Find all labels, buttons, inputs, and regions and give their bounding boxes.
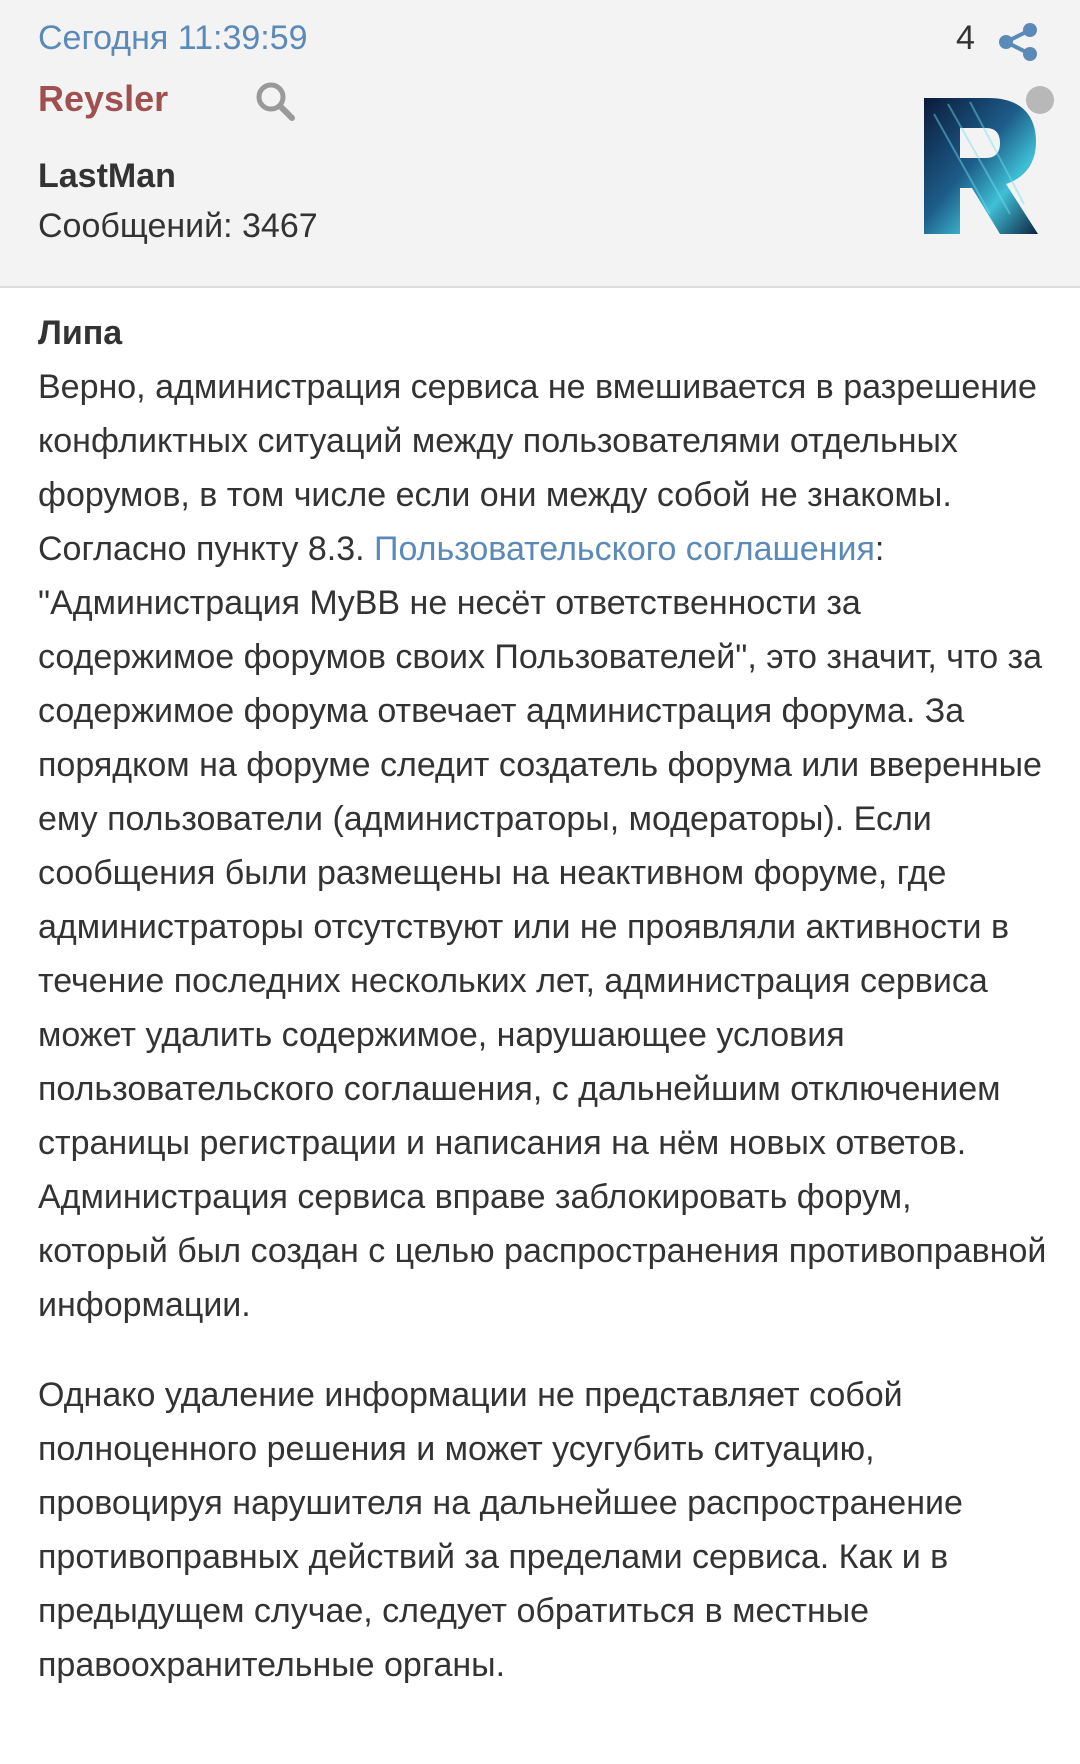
post-time-link[interactable]: Сегодня 11:39:59	[38, 19, 308, 57]
avatar[interactable]	[920, 94, 1042, 236]
agreement-prefix: Согласно пункту 8.3.	[38, 530, 374, 568]
avatar-letter: R	[920, 94, 921, 95]
share-icon[interactable]	[996, 22, 1040, 62]
user-title: LastMan	[38, 157, 176, 195]
paragraph-spacer	[38, 1332, 1048, 1368]
post-count: Сообщений: 3467	[38, 207, 318, 245]
quote-author: Липа	[38, 314, 123, 352]
post-body	[38, 306, 1048, 1692]
paragraph-3: Однако удаление информации не представляет собой полноценного решения и может усугубить ситуацию, провоцируя нарушителя на дальнейшее распространение противоправных действий за пределами сервиса. Как и в предыдущем случае, следует обратиться в местные правоохранительные органы.	[38, 1376, 963, 1684]
user-agreement-link[interactable]: Пользовательского соглашения	[374, 530, 875, 568]
post-number: 4	[956, 19, 975, 57]
post-header	[0, 0, 1080, 288]
agreement-line	[38, 522, 1048, 576]
agreement-suffix: :	[874, 530, 885, 568]
author-name-link[interactable]: Reysler	[38, 78, 169, 119]
online-status-dot	[1026, 86, 1054, 114]
search-icon[interactable]	[254, 80, 296, 122]
paragraph-2: "Администрация MyBB не несёт ответственности за содержимое форумов своих Пользователей", это значит, что за содержимое форума отвечает администрация форума. За порядком на форуме следит создатель форума или вверенные ему пользователи (администраторы, модераторы). Если сообщения были размещены на неактивном форуме, где администраторы отсутствуют или не проявляли активности в течение последних нескольких лет, администрация сервиса может удалить содержимое, нарушающее условия пользовательского соглашения, с дальнейшим отключением страницы регистрации и написания на нём новых ответов. Администрация сервиса вправе заблокировать форум, который был создан с целью распространения противоправной информации.	[38, 584, 1047, 1324]
paragraph-1: Верно, администрация сервиса не вмешивается в разрешение конфликтных ситуаций между пользователями отдельных форумов, в том числе если они между собой не знакомы.	[38, 368, 1037, 514]
